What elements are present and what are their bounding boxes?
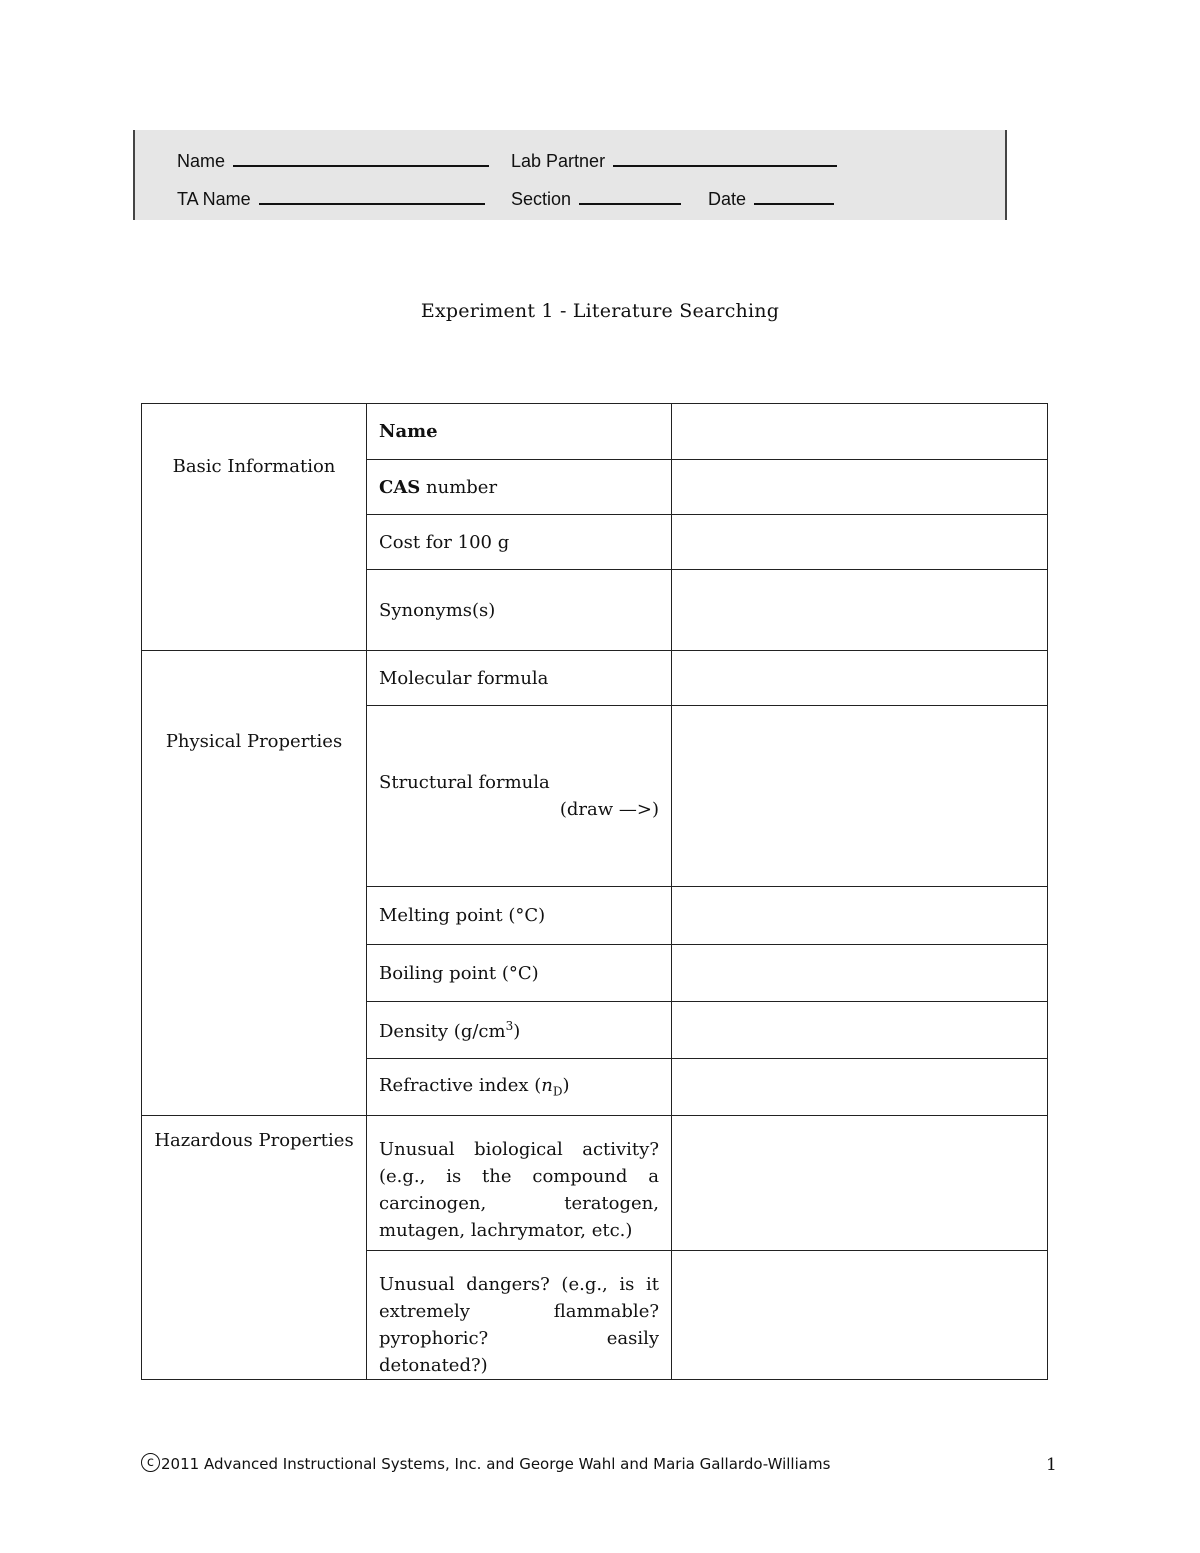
melting-point-value-cell[interactable]	[672, 887, 1048, 945]
structural-formula-label-cell	[367, 706, 672, 887]
molecular-formula-label: Molecular formula	[367, 651, 672, 706]
structural-formula-hint: (draw —>)	[559, 799, 659, 820]
section-blank-line[interactable]	[579, 189, 681, 205]
biological-activity-value-cell[interactable]	[672, 1116, 1048, 1251]
date-blank-line[interactable]	[754, 189, 834, 205]
ta-name-field	[177, 189, 485, 210]
density-value-cell[interactable]	[672, 1002, 1048, 1059]
refractive-index-close: )	[562, 1075, 570, 1097]
section-field	[511, 189, 681, 210]
table-row	[142, 404, 1048, 460]
cost-label: Cost for 100 g	[367, 515, 672, 570]
name-field	[177, 151, 489, 172]
refractive-index-subscript: D	[552, 1084, 563, 1099]
biological-activity-label: Unusual biological activity? (e.g., is the compound a carcinogen, teratogen, mutagen, lachrymator, etc.)	[367, 1116, 672, 1251]
cas-number-label	[367, 460, 672, 515]
synonyms-value-cell[interactable]	[672, 570, 1048, 651]
table-row	[142, 1116, 1048, 1251]
boiling-point-label: Boiling point (°C)	[367, 945, 672, 1002]
table-row	[142, 651, 1048, 706]
refractive-index-symbol: n	[541, 1075, 553, 1097]
dangers-value-cell[interactable]	[672, 1251, 1048, 1380]
name-label: Name	[177, 151, 226, 171]
lab-partner-field	[511, 151, 837, 172]
lab-partner-label: Lab Partner	[511, 151, 606, 171]
name-blank-line[interactable]	[233, 151, 489, 167]
copyright-footer	[141, 1455, 830, 1474]
lab-partner-blank-line[interactable]	[613, 151, 837, 167]
cas-rest-text: number	[420, 476, 498, 498]
copyright-text: 2011 Advanced Instructional Systems, Inc. and George Wahl and Maria Gallardo-Williams	[161, 1455, 831, 1473]
synonyms-label: Synonyms(s)	[367, 570, 672, 651]
copyright-icon: c	[141, 1453, 160, 1472]
dangers-label: Unusual dangers? (e.g., is it extremely flammable? pyrophoric? easily detonated?)	[367, 1251, 672, 1380]
literature-search-table	[141, 403, 1048, 1380]
cas-bold-text: CAS	[379, 476, 421, 498]
ta-name-label: TA Name	[177, 189, 251, 209]
cas-number-value-cell[interactable]	[672, 460, 1048, 515]
name-row-label: Name	[367, 404, 672, 460]
structural-formula-label: Structural formula	[379, 772, 550, 793]
section-label: Section	[511, 189, 572, 209]
cost-value-cell[interactable]	[672, 515, 1048, 570]
boiling-point-value-cell[interactable]	[672, 945, 1048, 1002]
name-value-cell[interactable]	[672, 404, 1048, 460]
refractive-index-value-cell[interactable]	[672, 1059, 1048, 1116]
physical-properties-category: Physical Properties	[142, 651, 367, 1116]
density-label	[367, 1002, 672, 1059]
structural-formula-drawing-area[interactable]	[672, 706, 1048, 887]
basic-information-category: Basic Information	[142, 404, 367, 651]
page-title: Experiment 1 - Literature Searching	[420, 300, 780, 322]
density-text: Density (g/cm	[379, 1020, 506, 1042]
student-info-header	[133, 130, 1007, 220]
refractive-index-text: Refractive index (	[379, 1075, 542, 1097]
page-number: 1	[1046, 1455, 1057, 1475]
density-close: )	[513, 1020, 521, 1042]
melting-point-label: Melting point (°C)	[367, 887, 672, 945]
date-field	[708, 189, 834, 210]
density-superscript: 3	[505, 1018, 514, 1033]
hazardous-properties-category: Hazardous Properties	[142, 1116, 367, 1380]
molecular-formula-value-cell[interactable]	[672, 651, 1048, 706]
date-label: Date	[708, 189, 747, 209]
refractive-index-label	[367, 1059, 672, 1116]
ta-name-blank-line[interactable]	[259, 189, 485, 205]
